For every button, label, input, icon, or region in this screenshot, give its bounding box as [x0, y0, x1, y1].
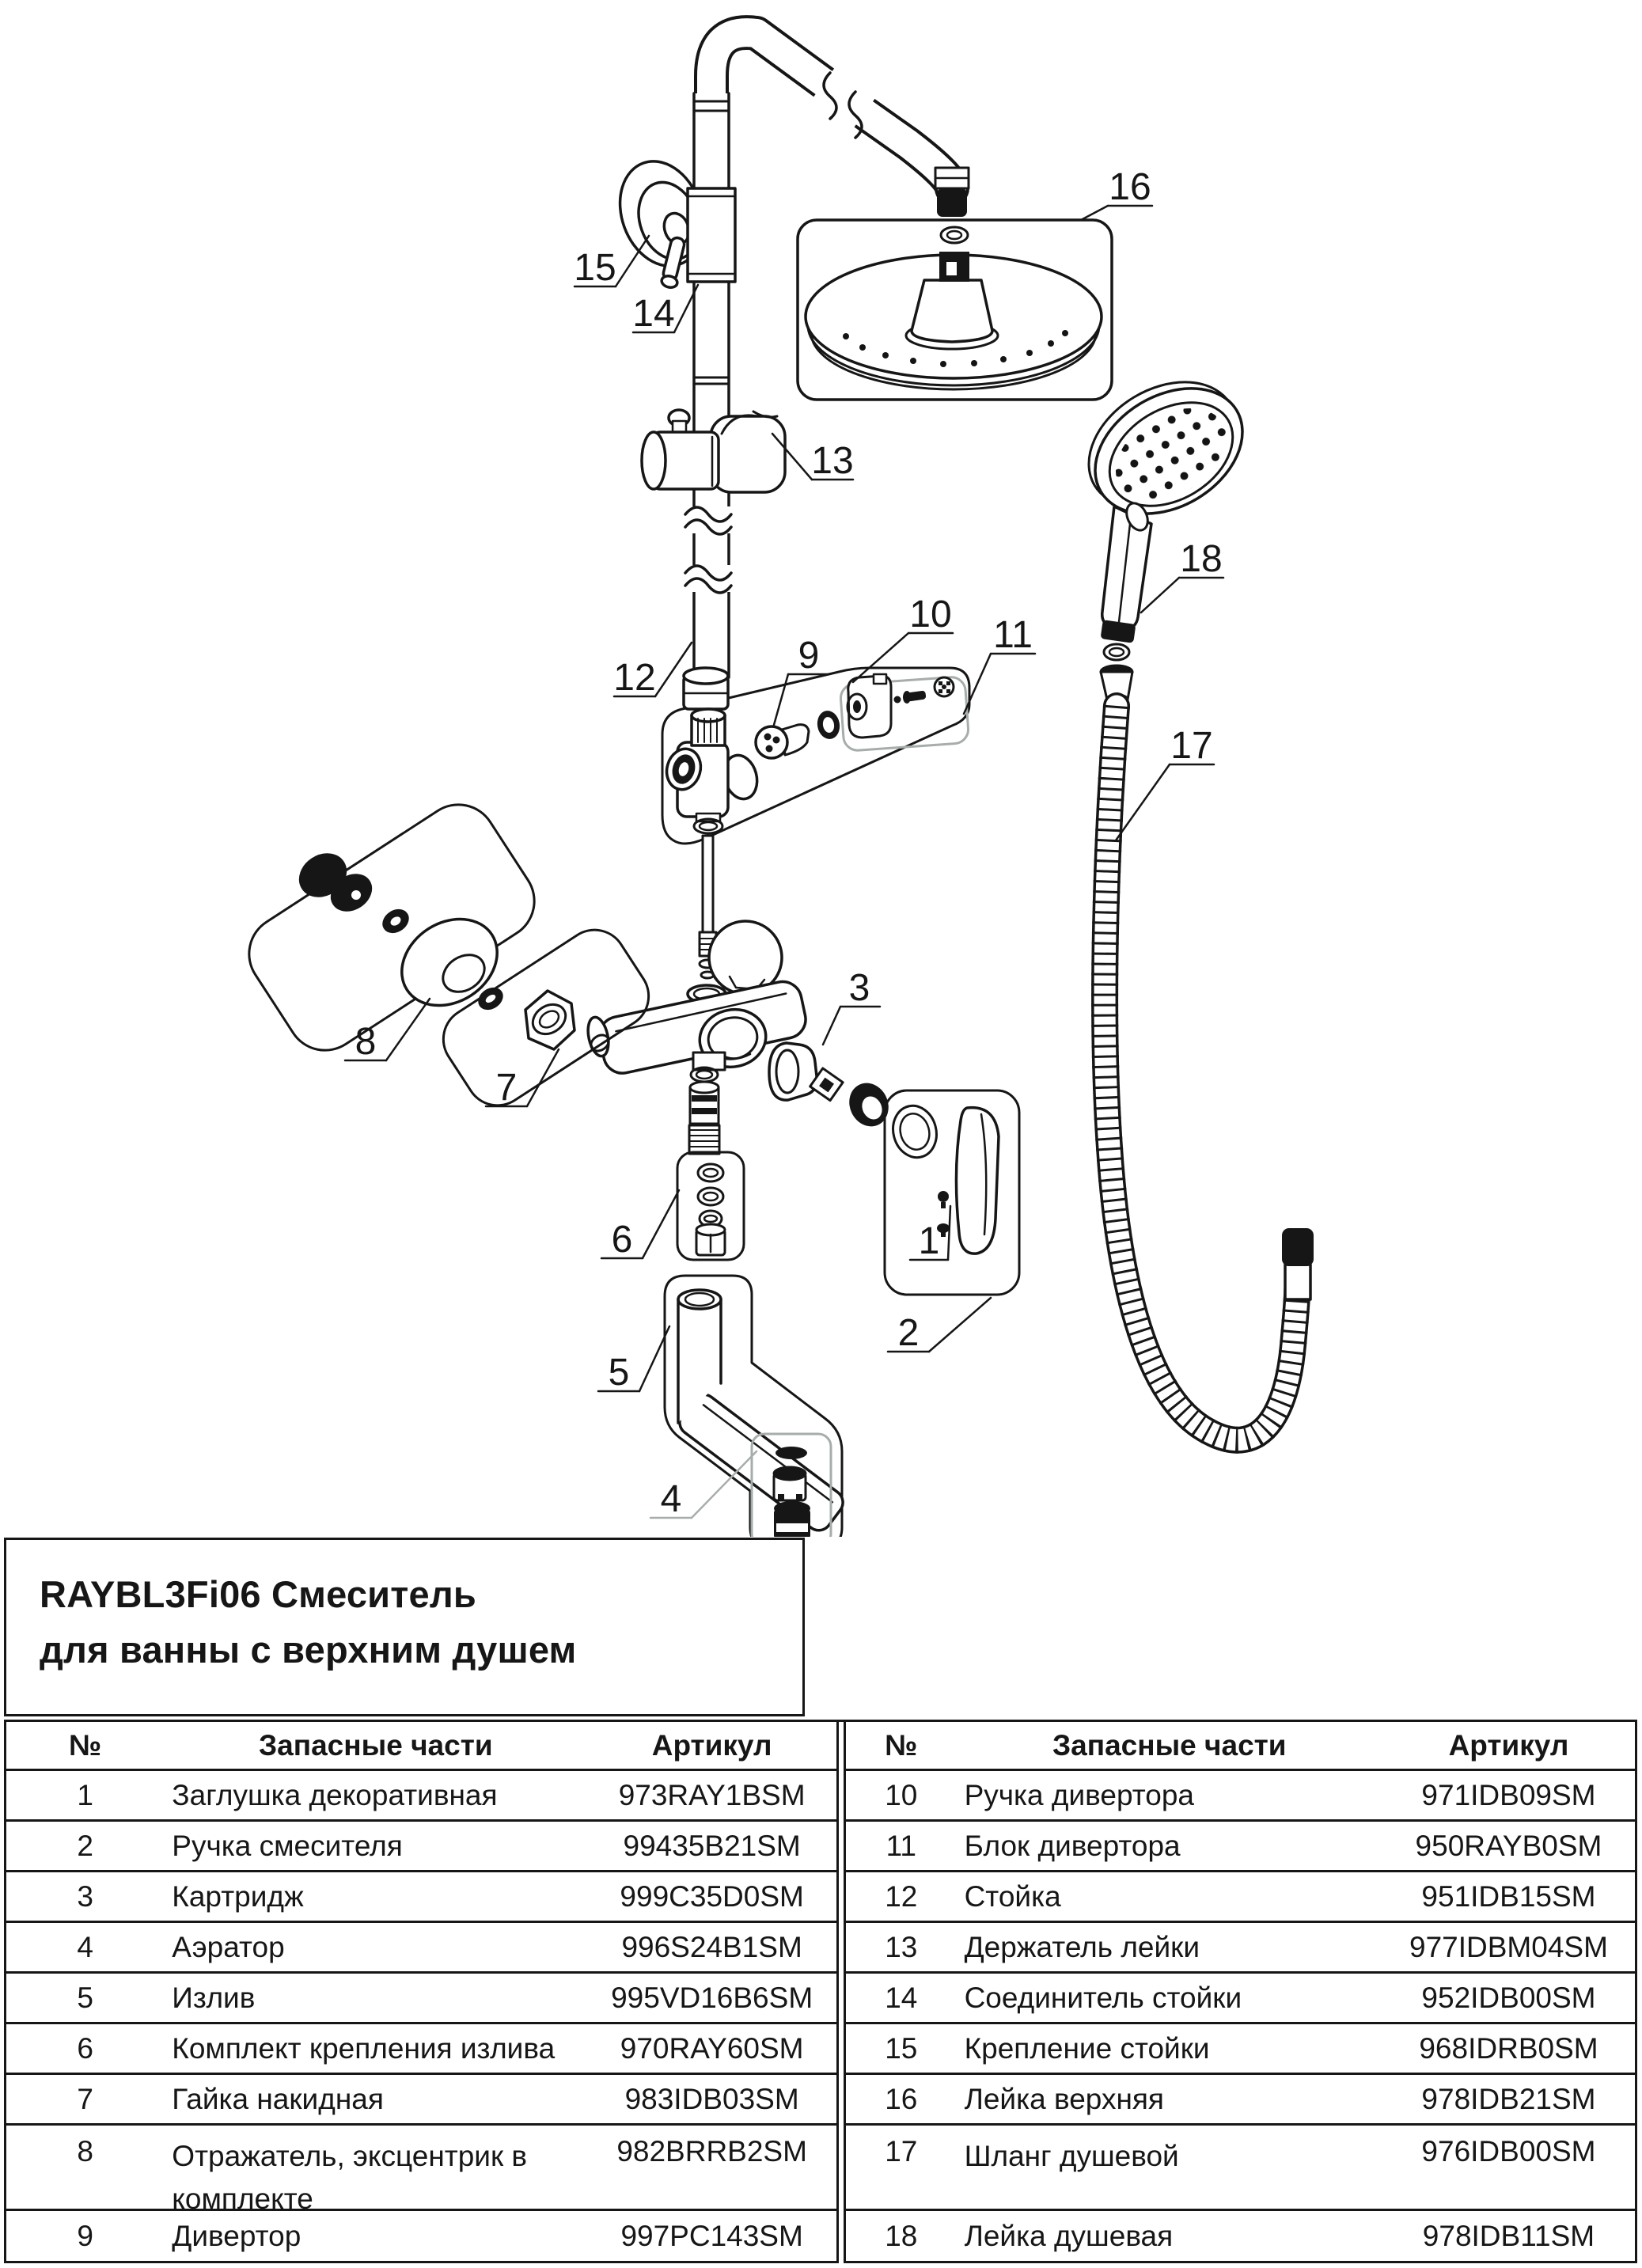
cell-name: Излив [172, 1981, 256, 2014]
cell-sku: 983IDB03SM [624, 2082, 799, 2115]
table-row [6, 1974, 836, 2024]
callout-11: 11 [993, 614, 1033, 656]
cell-no: 18 [885, 2219, 918, 2252]
table-row [6, 2024, 836, 2075]
table-row [846, 1923, 1635, 1974]
cell-no: 11 [885, 1829, 916, 1862]
reflector-eccentric-box [234, 790, 548, 1064]
callout-13: 13 [811, 440, 854, 482]
cell-no: 5 [77, 1981, 93, 2014]
cell-sku: 951IDB15SM [1421, 1879, 1596, 1913]
cell-name: Заглушка декоративная [172, 1778, 498, 1811]
cell-name: Лейка верхняя [964, 2082, 1164, 2115]
table-header-row [6, 1722, 836, 1771]
cell-no: 7 [77, 2082, 93, 2115]
cell-no: 8 [77, 2135, 93, 2167]
cell-no: 3 [77, 1879, 93, 1913]
col-header-name: Запасные части [259, 1728, 493, 1762]
callout-8: 8 [355, 1021, 377, 1063]
cell-name: Стойка [964, 1879, 1061, 1913]
cell-sku: 982BRRB2SM [616, 2135, 807, 2167]
spare-parts-tables [4, 1720, 1637, 2263]
table-row [6, 1872, 836, 1923]
cell-sku: 973RAY1BSM [618, 1778, 806, 1811]
column-connector-drawing [688, 188, 735, 282]
cell-no: 14 [885, 1981, 918, 2014]
mixer-body-drawing [585, 921, 809, 1154]
cell-sku: 971IDB09SM [1421, 1778, 1596, 1811]
cell-no: 16 [885, 2082, 918, 2115]
callouts [345, 166, 1223, 1520]
table-row [6, 1822, 836, 1872]
shower-hose-drawing [1105, 706, 1314, 1440]
callout-17: 17 [1170, 725, 1213, 767]
cartridge-drawing [769, 1043, 843, 1101]
cell-name: Шланг душевой [964, 2140, 1179, 2172]
diverter-block-drawing [662, 668, 969, 844]
col-header-sku: Артикул [1448, 1728, 1569, 1762]
callout-16: 16 [1109, 166, 1151, 208]
product-code-title: RAYBL3Fi06 Смеситель [40, 1573, 476, 1615]
cell-name: Блок дивертора [964, 1829, 1181, 1862]
cell-sku: 952IDB00SM [1421, 1981, 1596, 2014]
cell-no: 15 [885, 2031, 918, 2065]
diverter-cartridge-drawing [756, 725, 809, 758]
cell-no: 12 [885, 1879, 918, 1913]
callout-10: 10 [909, 594, 952, 635]
cell-sku: 99435B21SM [623, 1829, 801, 1862]
cell-name: Дивертор [172, 2219, 301, 2252]
callout-14: 14 [632, 293, 675, 335]
spare-parts-table-left [4, 1722, 839, 2263]
diverter-plug-drawing [935, 677, 954, 696]
product-title-box [4, 1538, 805, 1716]
table-row [846, 2075, 1635, 2126]
cell-sku: 978IDB21SM [1421, 2082, 1596, 2115]
table-row [846, 1822, 1635, 1872]
cell-sku: 999C35D0SM [620, 1879, 804, 1913]
rain-head-drawing [806, 252, 1102, 389]
cell-sku: 977IDBM04SM [1409, 1930, 1608, 1963]
diverter-handle-drawing [848, 674, 891, 738]
cell-no: 2 [77, 1829, 93, 1862]
col-header-name: Запасные части [1052, 1728, 1287, 1762]
table-row [6, 1771, 836, 1822]
callout-1: 1 [918, 1220, 940, 1262]
table-row [6, 2075, 836, 2126]
cell-name: Гайка накидная [172, 2082, 384, 2115]
table-row [846, 2024, 1635, 2075]
spout-fixing-kit-box [677, 1152, 744, 1260]
table-row [6, 2126, 836, 2215]
col-header-no: № [885, 1728, 918, 1762]
cell-name: Ручка дивертора [964, 1778, 1194, 1811]
cell-no: 4 [77, 1930, 93, 1963]
spare-parts-table-right [844, 1722, 1637, 2263]
callout-3: 3 [848, 967, 870, 1009]
mixer-handle-box [885, 1090, 1019, 1295]
cell-no: 6 [77, 2031, 93, 2065]
cell-name: Ручка смесителя [172, 1829, 403, 1862]
col-header-sku: Артикул [651, 1728, 772, 1762]
cell-sku: 968IDRB0SM [1419, 2031, 1598, 2065]
callout-12: 12 [613, 657, 656, 699]
cell-name: Картридж [172, 1879, 304, 1913]
cell-name: Отражатель, эксцентрик в комплекте [172, 2140, 528, 2215]
cell-name: Соединитель стойки [964, 1981, 1242, 2014]
seal-ring-drawing [842, 1076, 895, 1132]
callout-7: 7 [495, 1067, 518, 1109]
cell-name: Крепление стойки [964, 2031, 1210, 2065]
callout-2: 2 [897, 1312, 920, 1354]
overhead-shower-box [798, 220, 1112, 400]
table-row [846, 1771, 1635, 1822]
callout-6: 6 [611, 1219, 633, 1261]
callout-15: 15 [574, 247, 616, 289]
cell-sku: 997PC143SM [620, 2219, 803, 2252]
table-row [6, 1923, 836, 1974]
diverter-screw-drawing [903, 690, 927, 704]
table-row [846, 1974, 1635, 2024]
callout-5: 5 [608, 1352, 630, 1394]
cell-sku: 950RAYB0SM [1415, 1829, 1602, 1862]
spout-drawing [675, 1290, 848, 1535]
callout-9: 9 [798, 635, 820, 677]
callout-18: 18 [1180, 538, 1223, 580]
cell-sku: 970RAY60SM [620, 2031, 804, 2065]
spout-box [665, 1276, 848, 1537]
table-header-row [846, 1722, 1635, 1771]
cell-name: Аэратор [172, 1930, 285, 1963]
cell-sku: 996S24B1SM [621, 1930, 802, 1963]
table-row [846, 2211, 1635, 2263]
cell-no: 10 [885, 1778, 918, 1811]
cell-name: Комплект крепления излива [172, 2031, 556, 2065]
cell-sku: 995VD16B6SM [611, 1981, 813, 2014]
table-row [6, 2211, 836, 2263]
cell-no: 13 [885, 1930, 918, 1963]
callout-4: 4 [660, 1478, 682, 1520]
cell-name: Лейка душевая [964, 2219, 1174, 2252]
cell-no: 1 [77, 1778, 93, 1811]
cell-sku: 978IDB11SM [1422, 2219, 1595, 2252]
col-header-no: № [69, 1728, 102, 1762]
cell-name: Держатель лейки [964, 1930, 1200, 1963]
hand-shower-drawing [1066, 356, 1265, 704]
cell-sku: 976IDB00SM [1421, 2135, 1596, 2167]
table-row [846, 2126, 1635, 2211]
cell-no: 17 [885, 2135, 918, 2167]
cell-no: 9 [77, 2219, 93, 2252]
table-row [846, 1872, 1635, 1923]
product-title-line2: для ванны с верхним душем [40, 1628, 577, 1671]
